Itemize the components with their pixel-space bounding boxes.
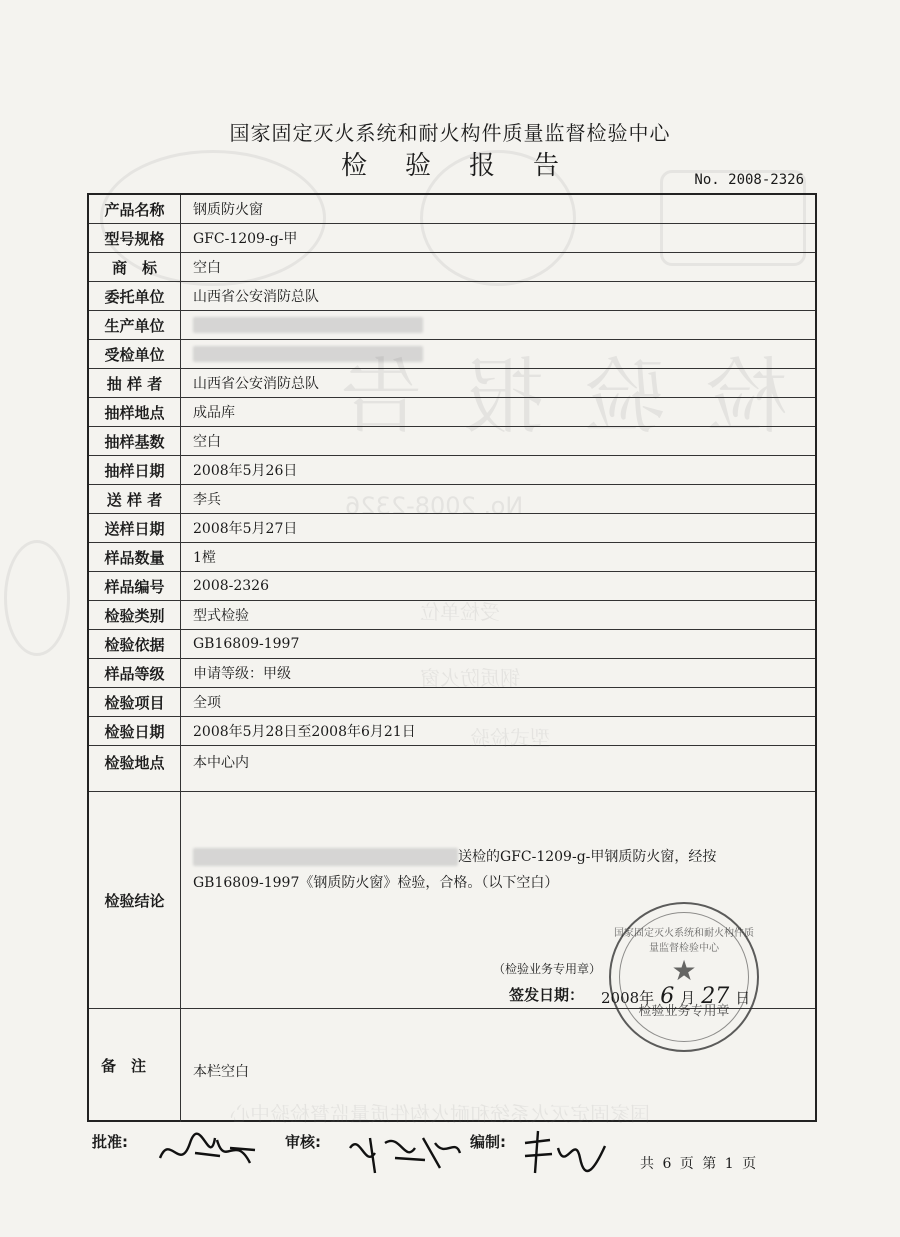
watermark-line: 型式检验 [470,726,550,750]
conclusion-line-2: GB16809-1997《钢质防火窗》检验，合格。（以下空白） [193,875,559,891]
conclusion-label: 检验结论 [89,792,181,1008]
row-value: GFC-1209-g-甲 [193,231,298,247]
row-label: 检验依据 [89,630,181,658]
watermark-report-no: No. 2008-2326 [345,492,524,520]
table-row [89,427,815,456]
row-value: 1樘 [193,550,216,566]
watermark-line: 受检单位 [420,600,500,624]
table-row [89,224,815,253]
table-row [89,659,815,688]
issue-month-handwritten: 6 [660,984,675,1009]
compile-signature [520,1128,610,1186]
row-value: 空白 [193,434,221,450]
row-value: GB16809-1997 [193,636,300,652]
report-form-table [87,193,817,1122]
stamp-arc-text: 国家固定灭火系统和耐火构件质量监督检验中心 [614,928,754,954]
approve-signature [155,1128,265,1186]
table-row [89,746,815,792]
row-value: 型式检验 [193,608,249,624]
row-label: 样品编号 [89,572,181,600]
row-label: 送样日期 [89,514,181,542]
remarks-value: 本栏空白 [193,1064,249,1080]
row-label: 检验项目 [89,688,181,716]
row-label: 委托单位 [89,282,181,310]
row-label: 样品等级 [89,659,181,687]
issue-day-char: 日 [735,989,751,1007]
row-label: 抽样基数 [89,427,181,455]
approve-label: 批准: [92,1133,128,1151]
row-label: 型号规格 [89,224,181,252]
row-value: 成品库 [193,405,235,421]
table-row [89,311,815,340]
redacted-text [193,346,423,362]
signature-scribble [520,1128,610,1178]
row-label: 样品数量 [89,543,181,571]
table-row [89,572,815,601]
row-label: 受检单位 [89,340,181,368]
watermark-report-title: 检验报告 [300,350,789,445]
row-label: 抽样地点 [89,398,181,426]
row-value: 李兵 [193,492,221,508]
redacted-text [193,848,458,866]
row-value: 本中心内 [193,755,249,771]
row-label: 检验地点 [89,746,181,791]
stamp-bottom-text: 检验业务专用章 [638,1004,730,1019]
watermark-line: 国家固定灭火系统和耐火构件质量监督检验中心 [230,1102,650,1126]
table-row [89,514,815,543]
row-value: 全项 [193,695,221,711]
table-row [89,717,815,746]
report-number: No. 2008-2326 [694,172,804,188]
row-value: 2008年5月28日至2008年6月21日 [193,724,416,740]
issue-day-handwritten: 27 [701,984,730,1009]
star-icon: ★ [671,954,697,987]
issue-date-label: 签发日期： [509,986,585,1004]
row-value: 空白 [193,260,221,276]
review-signature [345,1128,465,1186]
row-label: 商 标 [89,253,181,281]
conclusion-line-1: 送检的GFC-1209-g-甲钢质防火窗，经按 [458,849,717,865]
compile-label: 编制: [470,1133,506,1151]
row-label: 抽样日期 [89,456,181,484]
table-row [89,688,815,717]
watermark-seal-left [4,540,70,656]
remarks-row [89,1009,815,1122]
table-row [89,369,815,398]
row-label: 检验日期 [89,717,181,745]
table-row [89,282,815,311]
review-label: 审核: [285,1133,321,1151]
row-value-redacted [193,311,423,339]
watermark-line: 钢质防火窗 [420,666,520,690]
table-row [89,195,815,224]
row-value: 2008年5月26日 [193,463,298,479]
conclusion-row [89,792,815,1019]
row-value: 2008年5月27日 [193,521,298,537]
table-row [89,543,815,572]
row-value: 申请等级：甲级 [193,666,291,682]
table-row [89,253,815,282]
seal-label: （检验业务专用章） [493,962,602,976]
issue-year: 2008年 [601,989,655,1007]
signature-scribble [345,1128,465,1178]
row-label: 检验类别 [89,601,181,629]
report-title: 检验报告 [340,151,597,181]
remarks-label-text: 备 注 [101,1057,147,1075]
table-row [89,398,815,427]
issue-date-value [601,984,750,1009]
redacted-text [193,317,423,333]
table-row [89,456,815,485]
table-row [89,601,815,630]
remarks-label [89,1009,181,1122]
table-row [89,340,815,369]
row-value: 钢质防火窗 [193,202,263,218]
row-value-redacted [193,340,423,368]
row-label: 抽 样 者 [89,369,181,397]
row-label: 产品名称 [89,195,181,223]
row-value: 2008-2326 [193,578,269,594]
row-value: 山西省公安消防总队 [193,289,319,305]
table-row [89,630,815,659]
row-value: 山西省公安消防总队 [193,376,319,392]
row-label: 送 样 者 [89,485,181,513]
row-label: 生产单位 [89,311,181,339]
table-row [89,485,815,514]
issue-month-char: 月 [680,989,696,1007]
conclusion-text [193,844,793,896]
org-title: 国家固定灭火系统和耐火构件质量监督检验中心 [229,121,671,145]
signature-scribble [155,1128,265,1178]
page-count: 共 6 页 第 1 页 [640,1156,759,1172]
